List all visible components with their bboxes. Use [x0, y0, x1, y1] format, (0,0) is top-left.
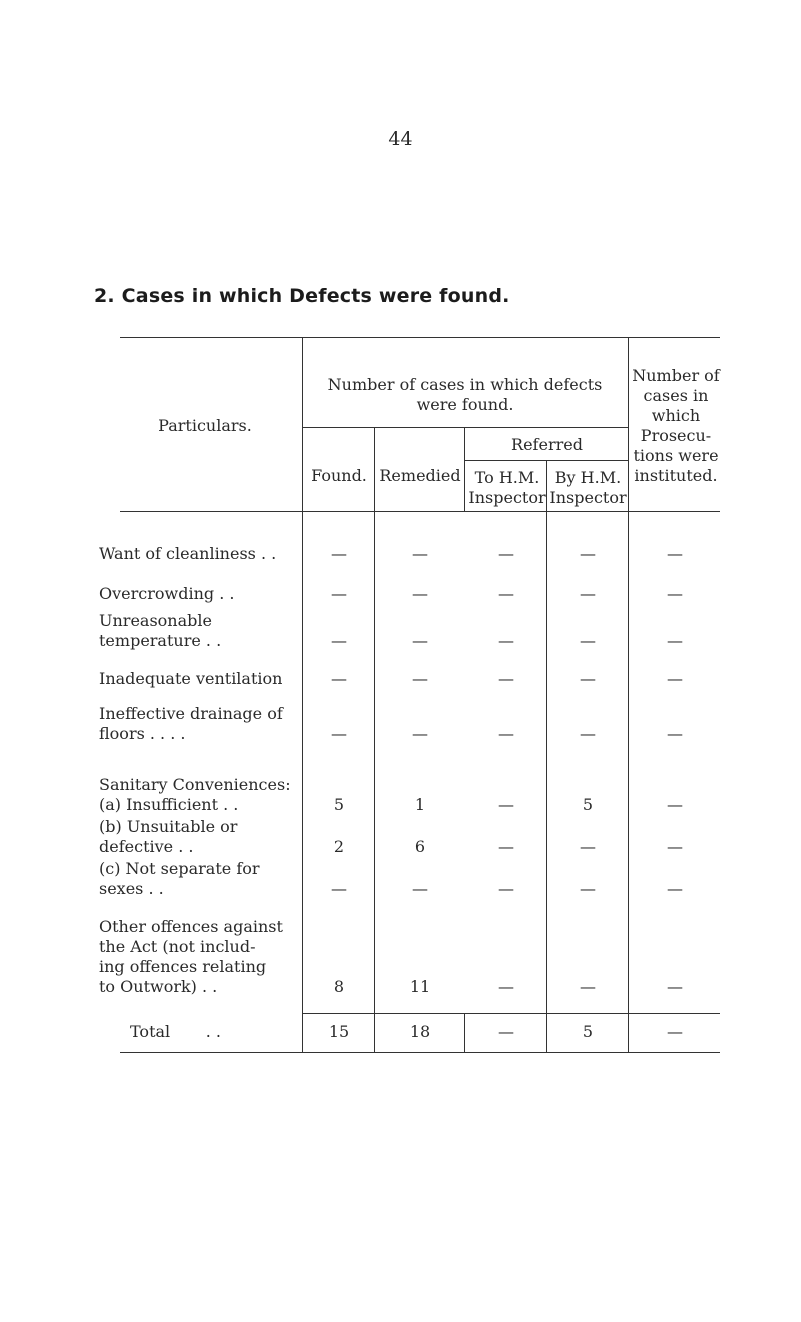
cell-by-hm: — — [580, 584, 596, 603]
cell-remedied: — — [412, 631, 428, 650]
header-found: Found. — [311, 466, 367, 485]
total-to-hm: — — [498, 1022, 514, 1041]
cell-prosecutions: — — [667, 544, 683, 563]
cell-by-hm: — — [580, 544, 596, 563]
cell-to-hm: — — [498, 669, 514, 688]
cell-by-hm: — — [580, 879, 596, 898]
cell-found: 8 — [333, 977, 345, 996]
cell-to-hm: — — [498, 837, 514, 856]
cell-prosecutions: — — [667, 584, 683, 603]
cell-prosecutions: — — [667, 724, 683, 743]
col-rule-remedied — [464, 427, 465, 511]
section-title: 2. Cases in which Defects were found. — [94, 285, 510, 307]
row-label: Unreasonable temperature . . — [99, 611, 222, 650]
table-top-rule — [120, 337, 720, 338]
col-rule-referred — [546, 460, 547, 1052]
row-label: Inadequate ventilation — [99, 669, 283, 688]
cell-by-hm: — — [580, 724, 596, 743]
cell-found: — — [331, 631, 347, 650]
total-by-hm: 5 — [582, 1022, 594, 1041]
cell-to-hm: — — [498, 584, 514, 603]
cell-to-hm: — — [498, 724, 514, 743]
cell-remedied: 11 — [409, 977, 431, 996]
row-label: (b) Unsuitable or defective . . — [99, 817, 238, 856]
cell-found: — — [331, 879, 347, 898]
cell-by-hm: — — [580, 669, 596, 688]
cell-by-hm: 5 — [582, 795, 594, 814]
cell-found: — — [331, 724, 347, 743]
cell-by-hm: — — [580, 631, 596, 650]
cell-remedied: 1 — [414, 795, 426, 814]
cell-prosecutions: — — [667, 795, 683, 814]
cell-remedied: — — [412, 669, 428, 688]
cell-by-hm: — — [580, 977, 596, 996]
cell-prosecutions: — — [667, 977, 683, 996]
cell-prosecutions: — — [667, 669, 683, 688]
header-to-hm-inspector: To H.M. Inspector — [468, 468, 546, 507]
cell-remedied: — — [412, 584, 428, 603]
cell-found: 5 — [333, 795, 345, 814]
table-bottom-rule — [120, 1052, 720, 1053]
cell-found: — — [331, 584, 347, 603]
header-particulars: Particulars. — [158, 416, 252, 435]
cell-to-hm: — — [498, 544, 514, 563]
header-referred: Referred — [511, 435, 583, 454]
cell-remedied: — — [412, 724, 428, 743]
row-label: (c) Not separate for sexes . . — [99, 859, 260, 898]
cell-remedied: — — [412, 879, 428, 898]
cell-prosecutions: — — [667, 879, 683, 898]
row-label: Ineffective drainage of floors . . . . — [99, 704, 283, 743]
page-number: 44 — [388, 128, 413, 150]
cell-found: — — [331, 669, 347, 688]
row-label: Sanitary Conveniences: (a) Insufficient . . — [99, 775, 291, 814]
header-bottom-rule — [120, 511, 720, 512]
row-label: Other offences against the Act (not includ- ing offences relating to Outwork) . . — [99, 917, 283, 996]
cell-remedied: — — [412, 544, 428, 563]
cell-by-hm: — — [580, 837, 596, 856]
total-label: Total . . — [130, 1022, 222, 1041]
cell-found: — — [331, 544, 347, 563]
total-found: 15 — [328, 1022, 350, 1041]
cell-prosecutions: — — [667, 837, 683, 856]
cell-found: 2 — [333, 837, 345, 856]
header-remedied: Remedied — [379, 466, 461, 485]
cell-to-hm: — — [498, 795, 514, 814]
cell-prosecutions: — — [667, 631, 683, 650]
header-number-of-cases: Number of cases in which defects were found. — [327, 375, 603, 414]
header-subgroup-rule — [302, 427, 628, 428]
cell-remedied: 6 — [414, 837, 426, 856]
total-remedied: 18 — [409, 1022, 431, 1041]
col-rule-remedied-total — [464, 1013, 465, 1052]
total-top-rule — [302, 1013, 720, 1014]
col-rule-found — [374, 427, 375, 1052]
row-label: Want of cleanliness . . — [99, 544, 277, 563]
cell-to-hm: — — [498, 631, 514, 650]
cell-to-hm: — — [498, 879, 514, 898]
header-by-hm-inspector: By H.M. Inspector — [549, 468, 627, 507]
header-prosecutions: Number of cases in which Prosecu- tions were instituted. — [632, 366, 720, 485]
row-label: Overcrowding . . — [99, 584, 235, 603]
total-prosecutions: — — [667, 1022, 683, 1041]
cell-to-hm: — — [498, 977, 514, 996]
